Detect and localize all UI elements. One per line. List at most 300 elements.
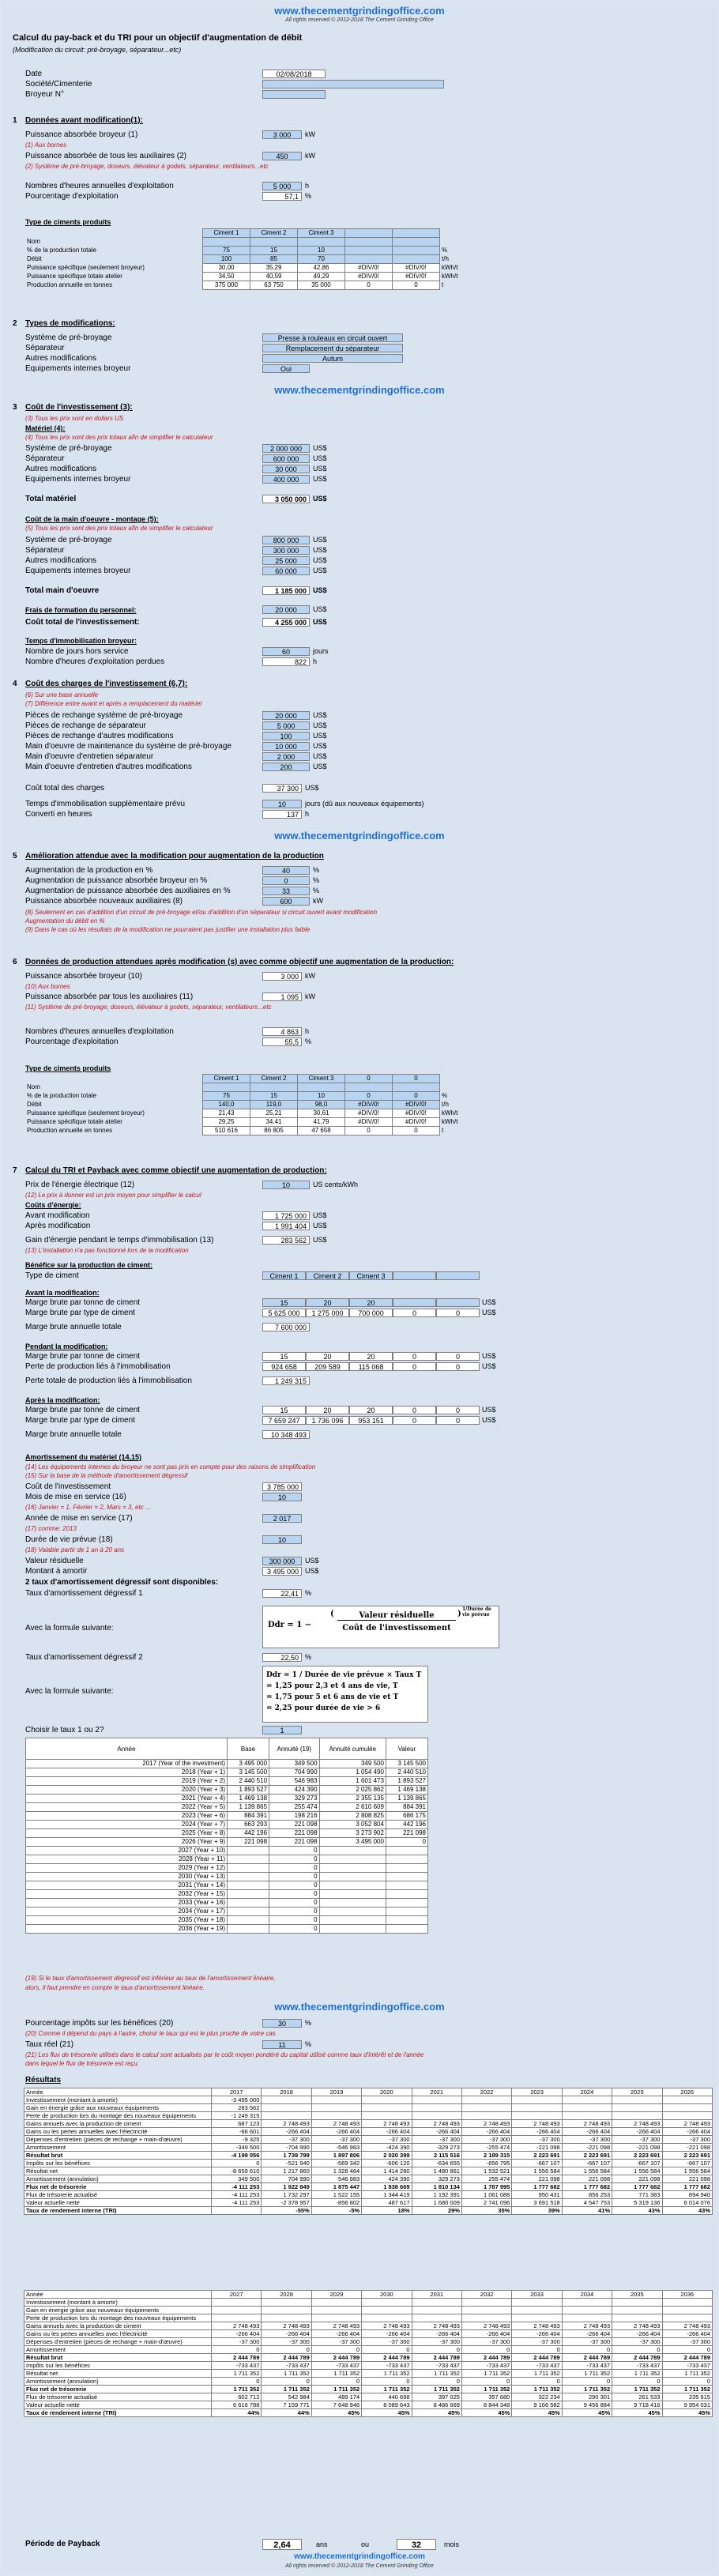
table-cell <box>319 1847 386 1855</box>
table-cell: -329 273 <box>412 2144 461 2152</box>
table-cell: 0 <box>362 2346 412 2354</box>
date-field[interactable]: 02/08/2018 <box>262 70 326 78</box>
table-cell <box>393 238 440 247</box>
table-cell <box>228 1873 269 1881</box>
table-cell: 34,41 <box>250 1118 298 1127</box>
table-cell: -55% <box>262 2207 311 2215</box>
table-cell: 0 <box>212 2160 262 2167</box>
margin-cell[interactable]: 15 <box>262 1298 306 1307</box>
table-cell <box>262 2096 311 2104</box>
table-row <box>26 1760 428 1768</box>
row-label: Taux de rendement interne (TRI) <box>24 2207 212 2215</box>
table-cell: -37 300 <box>562 2338 612 2346</box>
margin-cell: 953 151 <box>349 1416 393 1425</box>
table-cell: 1 787 995 <box>461 2183 511 2191</box>
section-2-number: 2 <box>13 319 17 328</box>
table-cell: 2029 (Year + 12) <box>26 1864 228 1873</box>
table-cell: 0 <box>393 281 440 290</box>
unit: US$ <box>482 1362 496 1370</box>
payback-months: 32 <box>397 2539 436 2550</box>
unit: % <box>305 2019 312 2027</box>
item-input[interactable]: 600 000 <box>262 454 310 463</box>
table-cell <box>612 2112 662 2120</box>
section-6-title: Données de production attendues après modification (s) avec comme objectif une augmentation de la production: <box>25 958 454 966</box>
section-1-number: 1 <box>13 116 17 125</box>
item-label: Séparateur <box>25 454 65 463</box>
mod-other-select[interactable]: Autum <box>262 354 403 363</box>
table-cell: -569 342 <box>311 2160 361 2167</box>
unit: h <box>313 657 318 665</box>
margin-total: 7 600 000 <box>262 1323 310 1331</box>
table-cell <box>319 1873 386 1881</box>
table-cell: 1 328 464 <box>311 2167 361 2175</box>
table-row <box>26 1821 428 1829</box>
table-row <box>26 1873 428 1881</box>
table-cell: 0 <box>345 281 393 290</box>
year-header: 2018 <box>262 2088 311 2096</box>
margin-block-title: Pendant la modification: <box>25 1343 108 1350</box>
table-cell: 1 711 352 <box>461 2370 511 2378</box>
item-input[interactable]: 40 <box>262 866 310 875</box>
power-aux-label: Puissance absorbée de tous les auxiliaires (2) <box>25 152 186 160</box>
year-input[interactable]: 2 017 <box>262 1514 302 1523</box>
table-cell: -266 404 <box>412 2128 461 2136</box>
charges-total-label: Coût total des charges <box>25 784 105 793</box>
cement-type-label: Type de ciment <box>25 1271 79 1280</box>
training-input[interactable]: 20 000 <box>262 605 310 614</box>
table-cell: 40,59 <box>250 273 298 281</box>
row-label: Puissance spécifique (seulement broyeur) <box>27 1109 145 1117</box>
table-cell: 2023 (Year + 6) <box>26 1812 228 1821</box>
item-label: Séparateur <box>25 546 65 555</box>
table-cell: 1 893 527 <box>228 1786 269 1795</box>
table-cell: 1 711 352 <box>212 2370 262 2378</box>
table-cell: 2 223 691 <box>662 2152 712 2160</box>
table-cell: -221 098 <box>612 2144 662 2152</box>
cement-type-header: Ciment 1 <box>262 1271 306 1280</box>
section-6-number: 6 <box>13 958 17 966</box>
table-row <box>24 2370 713 2378</box>
choose-rate-label: Choisir le taux 1 ou 2? <box>25 1726 104 1734</box>
power-mill-input[interactable]: 3 000 <box>262 130 302 139</box>
brand-link[interactable]: www.thecementgrindingoffice.com <box>274 830 445 842</box>
table-cell <box>562 2299 612 2307</box>
table-cell: 2 748 493 <box>562 2322 612 2330</box>
table-cell <box>228 1890 269 1899</box>
table-cell: 44% <box>212 2409 262 2417</box>
item-label: Augmentation de puissance absorbée des auxiliaires en % <box>25 887 231 895</box>
table-header-row <box>25 229 459 238</box>
table-cell: 1 680 009 <box>412 2199 461 2207</box>
table-cell: 221 098 <box>386 1829 427 1838</box>
unit: % <box>305 192 312 200</box>
table-cell: 43% <box>662 2207 712 2215</box>
table-header-row <box>25 1075 459 1083</box>
rate-label: Taux réel (21) <box>25 2040 74 2049</box>
pct-value: 57,1 <box>262 192 302 201</box>
table-cell: 98,0 <box>298 1101 345 1109</box>
table-cell: 1 897 806 <box>311 2152 361 2160</box>
table-row <box>24 2112 713 2120</box>
formula-line: Ddr = 1 / Durée de vie prévue × Taux T <box>266 1671 422 1679</box>
table-cell: -733 437 <box>212 2362 262 2370</box>
table-cell: 1 556 584 <box>612 2167 662 2175</box>
days-input[interactable]: 60 <box>262 647 310 656</box>
table-cell: 221 098 <box>512 2175 562 2183</box>
note: (21) Les flux de trésorerie utilisés dans le calcul sont actualisés par le coût moyen pondéré du capital utilisé comme taux d'intérêt et de l'année <box>25 2051 424 2058</box>
table-cell: % <box>442 1092 448 1099</box>
energy-price-input[interactable]: 10 <box>262 1181 310 1189</box>
table-cell: #DIV/0! <box>393 1101 440 1109</box>
power-aux-input[interactable]: 450 <box>262 152 302 160</box>
table-cell: -221 098 <box>662 2144 712 2152</box>
table-cell: 0 <box>269 1925 320 1934</box>
table-cell <box>212 2314 262 2322</box>
brand-link[interactable]: www.thecementgrindingoffice.com <box>274 2001 445 2013</box>
table-row <box>26 1838 428 1847</box>
table-cell: 3 691 518 <box>512 2199 562 2207</box>
brand-link[interactable]: www.thecementgrindingoffice.com <box>294 2552 425 2561</box>
table-cell <box>362 2299 412 2307</box>
unit: US$ <box>313 618 327 626</box>
row-label: Production annuelle en tonnes <box>27 1127 113 1134</box>
table-cell: 2 741 096 <box>461 2199 511 2207</box>
table-cell: 2020 (Year + 3) <box>26 1786 228 1795</box>
margin-cell[interactable] <box>393 1298 436 1307</box>
table-cell: 6 616 788 <box>212 2401 262 2409</box>
residual-input[interactable]: 300 000 <box>262 1557 302 1565</box>
company-field[interactable] <box>262 80 444 89</box>
item-input[interactable]: 33 <box>262 887 310 895</box>
table-cell: -2 378 957 <box>262 2199 311 2207</box>
item-input[interactable]: 100 <box>262 732 310 740</box>
table-cell <box>228 1847 269 1855</box>
column-header: Année <box>26 1738 228 1760</box>
table-cell: 663 293 <box>228 1821 269 1829</box>
table-cell: -733 437 <box>662 2362 712 2370</box>
row-label: Gain en énergie grâce aux nouveaux équipements <box>24 2104 212 2112</box>
note: (6) Sur une base annuelle <box>25 691 99 699</box>
table-row <box>24 2330 713 2338</box>
note: dans lequel le flux de trésorerie est reçu. <box>25 2060 140 2067</box>
table-cell <box>203 238 250 247</box>
table-cell: 3 145 500 <box>386 1760 427 1768</box>
margin-row-label: Marge brute annuelle totale <box>25 1323 122 1331</box>
table-cell <box>311 2299 361 2307</box>
unit: h <box>305 810 310 818</box>
table-cell <box>212 2307 262 2314</box>
table-cell: 261 533 <box>612 2393 662 2401</box>
table-cell <box>228 1916 269 1925</box>
hours-input[interactable]: 5 000 <box>262 182 302 190</box>
table-cell: 29% <box>412 2207 461 2215</box>
charges-total-value: 37 300 <box>262 784 302 793</box>
table-cell: 0 <box>362 2378 412 2386</box>
table-row <box>26 1803 428 1812</box>
table-cell <box>319 1864 386 1873</box>
table-cell <box>461 2307 511 2314</box>
month-label: Mois de mise en service (16) <box>25 1493 126 1501</box>
tax-input[interactable]: 30 <box>262 2019 302 2028</box>
table-cell: 2 444 789 <box>311 2354 361 2362</box>
table-cell: -856 802 <box>311 2199 361 2207</box>
table-cell <box>562 2314 612 2322</box>
table-cell: 15 <box>250 1092 298 1101</box>
column-header: 0 <box>393 1075 440 1083</box>
table-cell <box>386 1899 427 1908</box>
table-cell: -424 390 <box>362 2144 412 2152</box>
table-cell: #DIV/0! <box>393 273 440 281</box>
item-input[interactable]: 600 <box>262 897 310 906</box>
mod-prebroyage-select[interactable]: Presse à rouleaux en circuit ouvert <box>262 333 403 342</box>
table-cell <box>203 1083 250 1092</box>
table-cell: 2027 (Year + 10) <box>26 1847 228 1855</box>
item-input[interactable]: 30 000 <box>262 465 310 473</box>
item-input[interactable]: 400 000 <box>262 475 310 484</box>
mod-separator-select[interactable]: Remplacement du séparateur <box>262 344 403 352</box>
labour-label: Coût de la main d'oeuvre - montage (5): <box>25 515 159 523</box>
table-cell: 329 273 <box>412 2175 461 2183</box>
table-cell: 1 217 860 <box>262 2167 311 2175</box>
row-label: Dépenses d'entretien (pièces de rechange + main-d'œuvre) <box>24 2136 212 2144</box>
results-title: Résultats <box>25 2076 62 2085</box>
table-row <box>24 2167 713 2175</box>
table-cell: -37 300 <box>662 2136 712 2144</box>
section-2-title: Types de modifications: <box>25 319 115 328</box>
table-cell: -37 300 <box>512 2136 562 2144</box>
row-label: Investissement (montant à amortir) <box>24 2096 212 2104</box>
table-cell: -266 404 <box>262 2128 311 2136</box>
table-cell: 2 444 789 <box>562 2354 612 2362</box>
table-cell: 49,29 <box>298 273 345 281</box>
table-cell: 0 <box>262 2346 311 2354</box>
converted-hours-value: 137 <box>262 810 302 819</box>
unit: US$ <box>313 536 327 544</box>
table-cell: -266 404 <box>562 2128 612 2136</box>
rate2-value: 22,50 <box>262 1653 302 1662</box>
unit: h <box>305 1027 310 1035</box>
cement-type-header: Ciment 3 <box>349 1271 393 1280</box>
item-label: Autres modifications <box>25 556 97 565</box>
year-label: Année de mise en service (17) <box>25 1514 133 1523</box>
table-cell <box>562 2096 612 2104</box>
total-labour-label: Total main d'oeuvre <box>25 586 100 595</box>
item-input[interactable]: 200 <box>262 763 310 771</box>
table-cell <box>461 2096 511 2104</box>
note: (13) L'installation n'a pas fonctionné lors de la modification <box>25 1247 189 1254</box>
margin-cell[interactable]: 20 <box>349 1298 393 1307</box>
table-cell: -4 111 253 <box>212 2191 262 2199</box>
table-cell: -266 404 <box>311 2330 361 2338</box>
table-cell: 1 711 352 <box>562 2370 612 2378</box>
table-cell: 2 808 825 <box>319 1812 386 1821</box>
table-cell <box>319 1916 386 1925</box>
table-cell: 3 495 000 <box>319 1838 386 1847</box>
table-row <box>24 2120 713 2128</box>
table-cell: -266 404 <box>612 2330 662 2338</box>
table-cell: 489 174 <box>311 2393 361 2401</box>
unit: US$ <box>482 1406 496 1414</box>
row-label: Puissance spécifique totale atelier <box>27 273 122 280</box>
table-cell: 221 098 <box>228 1838 269 1847</box>
table-cell: 0 <box>345 1092 393 1101</box>
item-input[interactable]: 5 000 <box>262 721 310 730</box>
table-row <box>26 1786 428 1795</box>
table-cell: 1 469 138 <box>228 1795 269 1803</box>
table-cell <box>298 238 345 247</box>
mill-field[interactable] <box>262 90 326 99</box>
table-cell <box>393 255 440 264</box>
table-cell: -266 404 <box>311 2128 361 2136</box>
table-cell: t <box>442 1127 444 1134</box>
depreciation-label: Amortissement du matériel (14,15) <box>25 1453 142 1461</box>
table-cell: 1 810 134 <box>412 2183 461 2191</box>
power-mill-after-label: Puissance absorbée broyeur (10) <box>25 972 142 981</box>
table-row <box>24 2307 713 2314</box>
margin-total: 10 348 493 <box>262 1430 310 1439</box>
pct-after-label: Pourcentage d'exploitation <box>25 1038 119 1046</box>
table-cell: 18% <box>362 2207 412 2215</box>
table-cell: 221 098 <box>662 2175 712 2183</box>
item-label: Augmentation de puissance absorbée broyeur en % <box>25 876 208 885</box>
table-cell: 0 <box>311 2346 361 2354</box>
note: (8) Seulement en cas d'addition d'un circuit de pré-broyage et/ou d'addition d'un séparateur si circuit ouvert avant modification <box>25 909 378 916</box>
table-cell <box>612 2104 662 2112</box>
row-label: Amortissement (annulation) <box>24 2175 212 2183</box>
table-cell: -221 098 <box>562 2144 612 2152</box>
margin-cell[interactable]: 20 <box>306 1298 349 1307</box>
margin-cell: 0 <box>393 1406 436 1414</box>
margin-cell: 0 <box>436 1406 480 1414</box>
table-cell <box>461 2299 511 2307</box>
table-cell: -667 107 <box>562 2160 612 2167</box>
table-cell: 2 748 493 <box>612 2322 662 2330</box>
item-label: Autres modifications <box>25 465 97 473</box>
item-input[interactable]: 10 000 <box>262 742 310 751</box>
table-cell: 2 610 609 <box>319 1803 386 1812</box>
year-header: 2022 <box>461 2088 511 2096</box>
table-row <box>26 1855 428 1864</box>
brand-link[interactable]: www.thecementgrindingoffice.com <box>274 5 445 17</box>
table-cell <box>412 2314 461 2322</box>
unit: US$ <box>305 1557 319 1565</box>
item-input[interactable]: 800 000 <box>262 536 310 544</box>
life-input[interactable]: 10 <box>262 1535 302 1544</box>
item-input[interactable]: 2 000 000 <box>262 444 310 453</box>
table-cell: 2 444 789 <box>461 2354 511 2362</box>
table-cell <box>412 2104 461 2112</box>
table-cell <box>212 2207 262 2215</box>
table-cell: 0 <box>461 2378 511 2386</box>
unit: % <box>305 1589 312 1597</box>
row-label: Puissance spécifique totale atelier <box>27 1118 122 1125</box>
table-cell: 45% <box>512 2409 562 2417</box>
item-label: Main d'oeuvre d'entretien séparateur <box>25 752 154 761</box>
table-cell: 255 474 <box>461 2175 511 2183</box>
table-cell: 542 984 <box>262 2393 311 2401</box>
table-row <box>24 2199 713 2207</box>
table-cell: 75 <box>203 1092 250 1101</box>
choose-rate-input[interactable]: 1 <box>262 1726 302 1734</box>
table-cell: 1 711 352 <box>461 2386 511 2393</box>
table-cell: 9 456 884 <box>562 2401 612 2409</box>
table-cell: 349 500 <box>269 1760 320 1768</box>
table-cell <box>386 1881 427 1890</box>
unit: US$ <box>313 711 327 719</box>
unit: US$ <box>313 556 327 564</box>
table-cell <box>319 1925 386 1934</box>
row-label: Résultat brut <box>24 2152 212 2160</box>
table-cell: 704 990 <box>262 2175 311 2183</box>
table-cell: 1 739 799 <box>262 2152 311 2160</box>
item-input[interactable]: 300 000 <box>262 546 310 555</box>
table-cell: #DIV/0! <box>393 264 440 273</box>
section-5-title: Amélioration attendue avec la modification pour augmentation de la production <box>25 852 324 861</box>
item-input[interactable]: 2 000 <box>262 752 310 761</box>
table-row <box>25 281 459 290</box>
unit: mois <box>444 2540 460 2548</box>
rate-input[interactable]: 11 <box>262 2040 302 2049</box>
section-7-number: 7 <box>13 1166 17 1175</box>
table-cell: -4 111 253 <box>212 2199 262 2207</box>
table-cell: 10 <box>298 1092 345 1101</box>
month-input[interactable]: 10 <box>262 1493 302 1501</box>
table-cell: -733 437 <box>262 2362 311 2370</box>
item-input[interactable]: 25 000 <box>262 556 310 565</box>
table-cell <box>228 1864 269 1873</box>
table-row <box>24 2183 713 2191</box>
table-cell: 2021 (Year + 4) <box>26 1795 228 1803</box>
table-row <box>24 2346 713 2354</box>
item-input[interactable]: 60 000 <box>262 567 310 575</box>
table-cell: 1 711 352 <box>262 2386 311 2393</box>
extra-downtime-input[interactable]: 10 <box>262 800 302 808</box>
table-cell: 2022 (Year + 5) <box>26 1803 228 1812</box>
table-cell: -37 300 <box>412 2338 461 2346</box>
margin-cell: 5 625 000 <box>262 1309 306 1317</box>
table-cell: 0 <box>269 1908 320 1916</box>
cement-types-before-table <box>25 228 459 290</box>
table-cell: 424 390 <box>362 2175 412 2183</box>
item-input[interactable]: 0 <box>262 876 310 885</box>
table-cell: 1 711 352 <box>662 2386 712 2393</box>
table-cell <box>440 238 460 247</box>
note: (7) Différence entre avant et après a remplacement du matériel <box>25 700 202 707</box>
table-cell <box>461 2112 511 2120</box>
energy-gain-value: 283 562 <box>262 1236 310 1245</box>
copyright: All rights reserved © 2012-2018 The Cement Grinding Office <box>285 2563 434 2569</box>
year-header: 2023 <box>512 2088 562 2096</box>
column-header: Valeur <box>386 1738 427 1760</box>
table-cell: 1 711 352 <box>362 2386 412 2393</box>
table-cell <box>362 2307 412 2314</box>
table-cell <box>311 2314 361 2322</box>
energy-before-label: Avant modification <box>25 1211 90 1220</box>
margin-cell: 0 <box>436 1416 480 1425</box>
brand-link[interactable]: www.thecementgrindingoffice.com <box>274 384 445 396</box>
note: (19) Si le taux d'amortissement dégressif est inférieur au taux de l'amortissement linéaire, <box>25 1975 276 1982</box>
table-cell: kWh/t <box>442 1109 458 1117</box>
margin-block-title: Après la modification: <box>25 1396 100 1404</box>
total-investment-value: 4 255 000 <box>262 618 310 627</box>
margin-cell[interactable] <box>436 1298 480 1307</box>
item-input[interactable]: 20 000 <box>262 711 310 720</box>
table-row <box>24 2088 713 2096</box>
table-cell <box>662 2112 712 2120</box>
mod-internal-select[interactable]: Oui <box>262 364 310 373</box>
row-label: Impôts sur les bénéfices <box>24 2362 212 2370</box>
table-row <box>24 2409 713 2417</box>
